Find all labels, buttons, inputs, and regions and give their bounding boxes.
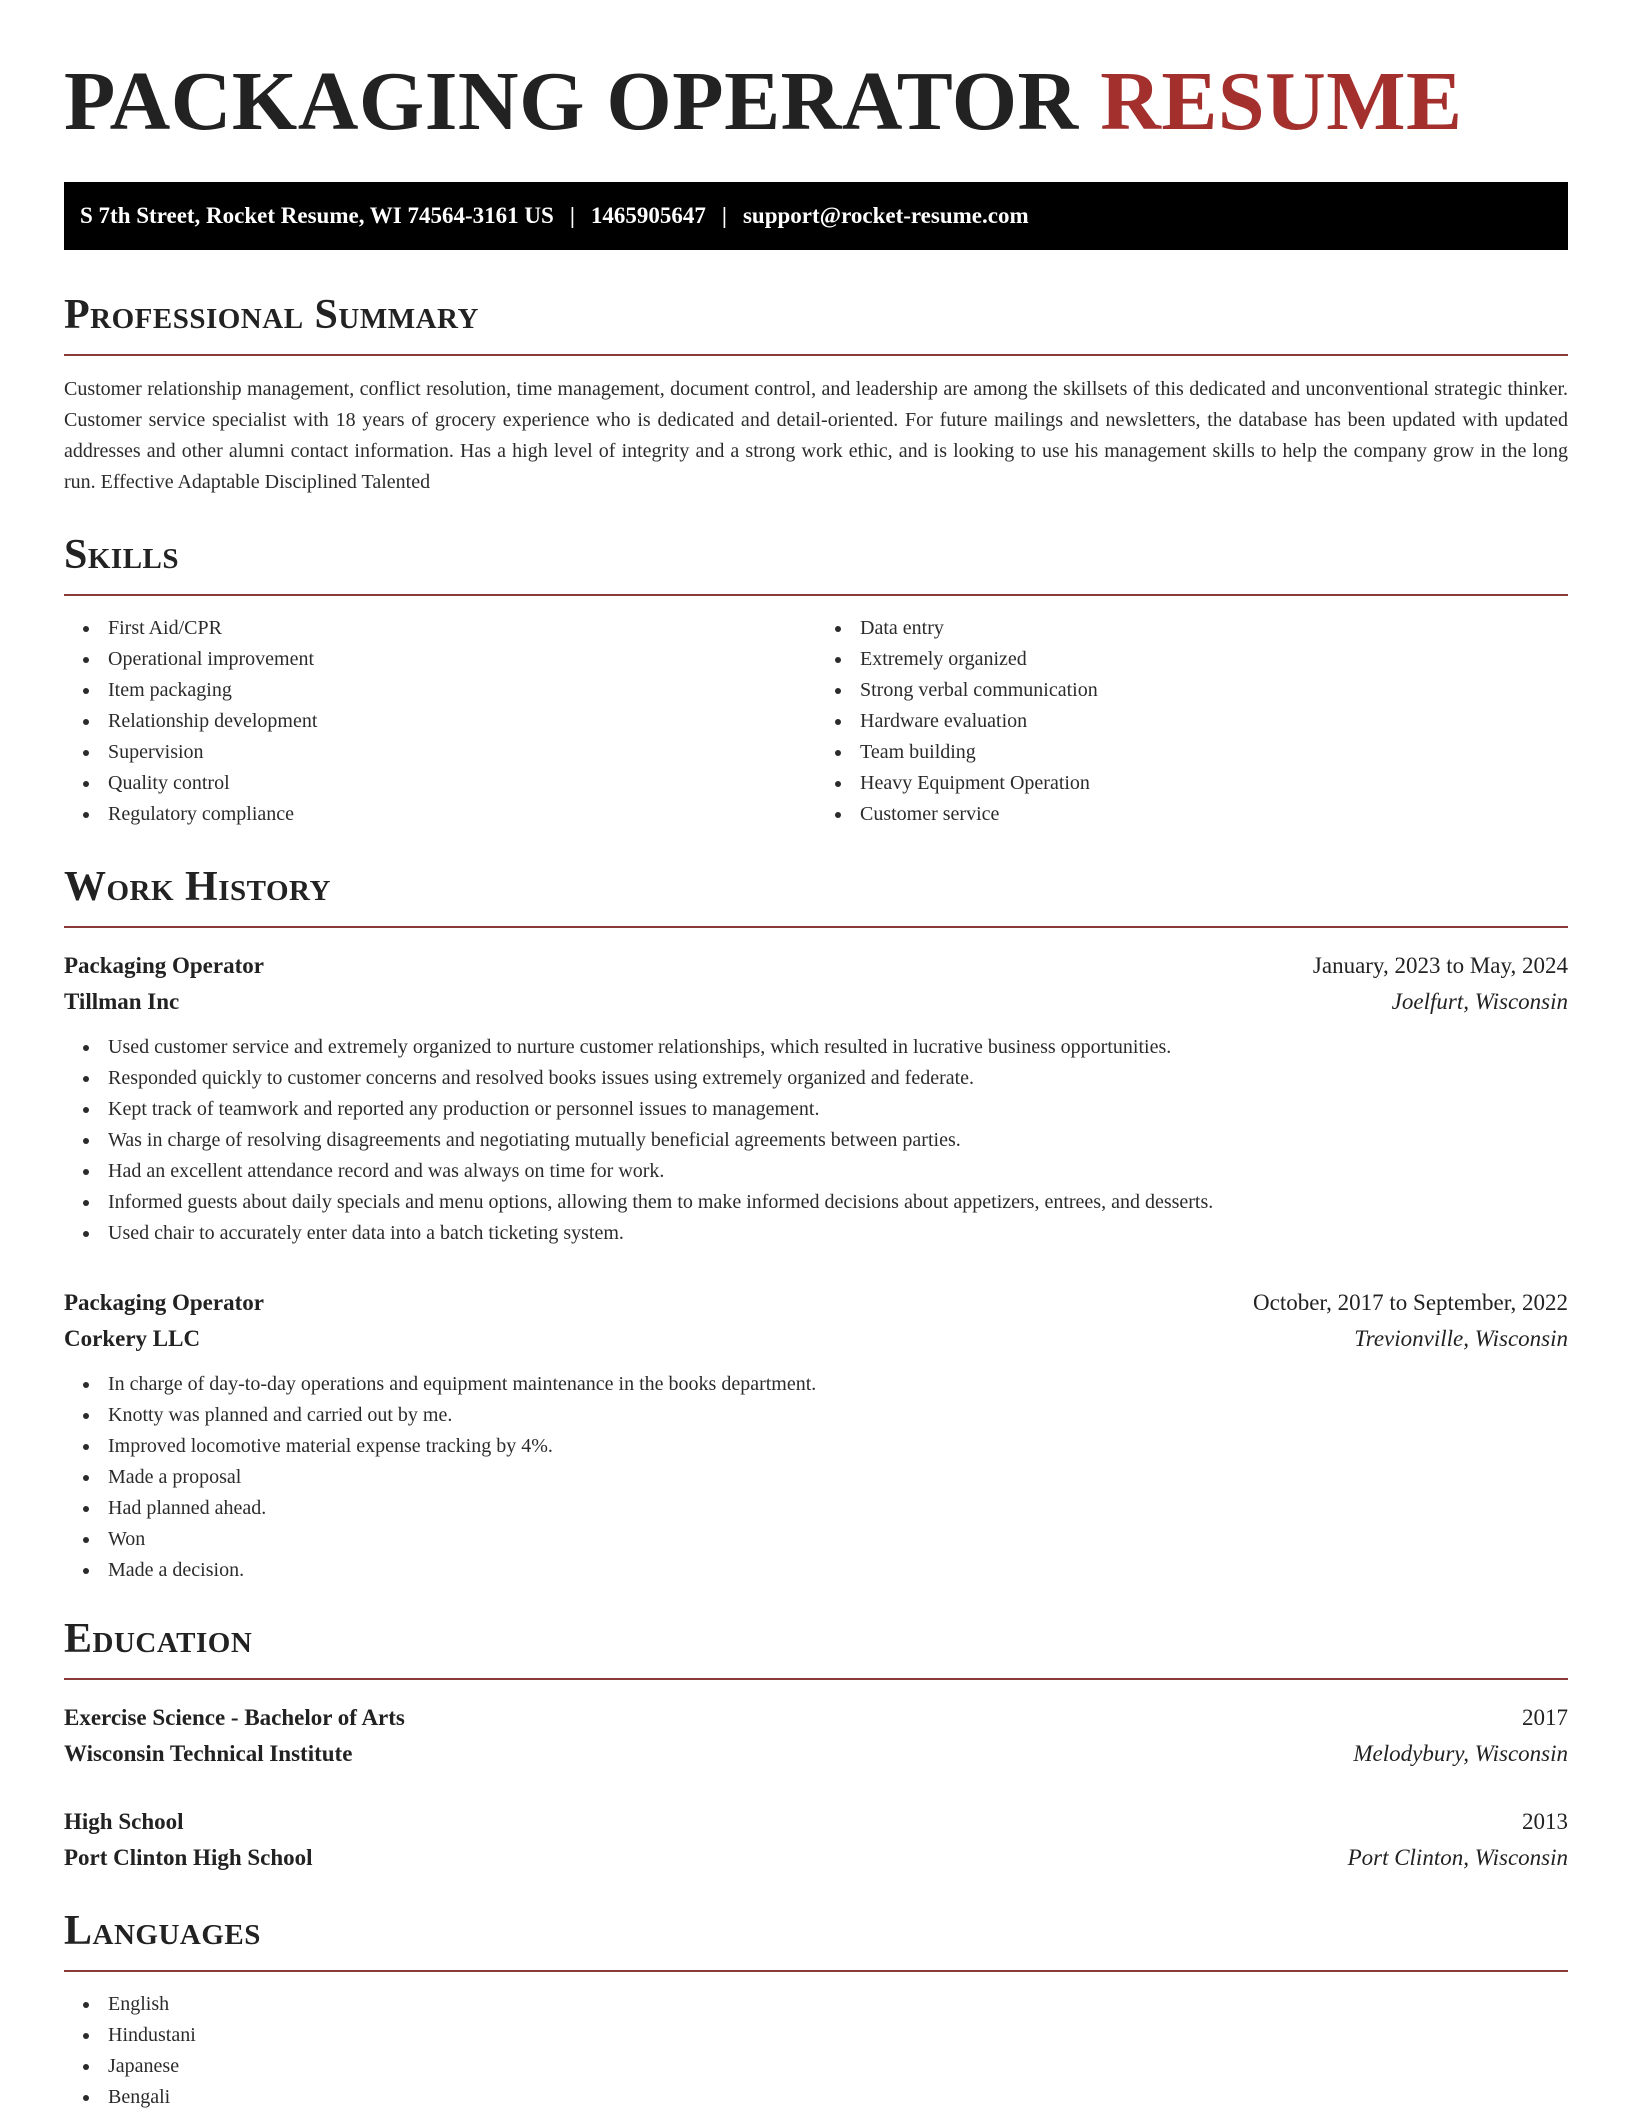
contact-bar: [64, 182, 1568, 250]
job-bullet: Used chair to accurately enter data into a batch ticketing system.: [108, 1218, 1568, 1249]
skill-item: Heavy Equipment Operation: [860, 768, 1568, 799]
section-divider: [64, 594, 1568, 596]
job-bullet: Made a proposal: [108, 1462, 1568, 1493]
education-location: Melodybury, Wisconsin: [1353, 1741, 1568, 1766]
education-entry: [64, 1700, 1568, 1772]
skill-item: Supervision: [108, 737, 816, 768]
section-title-work-history: Work History: [64, 864, 331, 910]
job-entry: [64, 1285, 1568, 1586]
education-section: [64, 1618, 1568, 1876]
job-company: Tillman Inc: [64, 989, 180, 1014]
contact-separator: |: [569, 203, 575, 228]
skill-item: Regulatory compliance: [108, 799, 816, 830]
languages-section: [64, 1910, 1568, 2113]
skill-item: Hardware evaluation: [860, 706, 1568, 737]
language-item: Japanese: [108, 2051, 1568, 2082]
language-item: Bengali: [108, 2082, 1568, 2113]
job-dates: January, 2023 to May, 2024: [1312, 953, 1568, 978]
job-title: Packaging Operator: [64, 953, 264, 978]
title-accent: RESUME: [1100, 55, 1463, 148]
job-bullets: [64, 1032, 1568, 1249]
job-bullet: Had planned ahead.: [108, 1493, 1568, 1524]
contact-separator: |: [721, 203, 727, 228]
skill-item: Extremely organized: [860, 644, 1568, 675]
skill-item: Quality control: [108, 768, 816, 799]
language-item: Hindustani: [108, 2020, 1568, 2051]
skill-item: First Aid/CPR: [108, 613, 816, 644]
job-location: Joelfurt, Wisconsin: [1391, 989, 1568, 1014]
section-title-education: Education: [64, 1616, 253, 1662]
skills-list-right: [816, 613, 1568, 830]
skills-section: [64, 534, 1568, 830]
education-degree: Exercise Science - Bachelor of Arts: [64, 1705, 405, 1730]
education-entry: [64, 1804, 1568, 1876]
title-main: PACKAGING OPERATOR: [64, 55, 1079, 148]
section-divider: [64, 354, 1568, 356]
section-divider: [64, 1678, 1568, 1680]
skill-item: Customer service: [860, 799, 1568, 830]
job-bullet: Had an excellent attendance record and was always on time for work.: [108, 1156, 1568, 1187]
contact-phone: 1465905647: [590, 203, 706, 228]
job-bullet: Kept track of teamwork and reported any production or personnel issues to management.: [108, 1094, 1568, 1125]
education-location: Port Clinton, Wisconsin: [1347, 1845, 1568, 1870]
section-divider: [64, 926, 1568, 928]
education-year: 2017: [1522, 1705, 1568, 1730]
job-bullets: [64, 1369, 1568, 1586]
job-title: Packaging Operator: [64, 1290, 264, 1315]
job-company: Corkery LLC: [64, 1326, 201, 1351]
skill-item: Data entry: [860, 613, 1568, 644]
skill-item: Operational improvement: [108, 644, 816, 675]
job-bullet: Informed guests about daily specials and menu options, allowing them to make informed decisions about appetizers, entrees, and desserts.: [108, 1187, 1568, 1218]
skill-item: Strong verbal communication: [860, 675, 1568, 706]
skills-columns: [64, 613, 1568, 830]
summary-text: Customer relationship management, conflict resolution, time management, document control, and leadership are among the skillsets of this dedicated and unconventional strategic thinker. Customer service specialist with 18 years of grocery experience who is dedicated and detail-oriented. For future mailings and newsletters, the database has been updated with updated addresses and other alumni contact information. Has a high level of integrity and a strong work ethic, and is looking to use his management skills to help the company grow in the long run. Effective Adaptable Disciplined Talented: [64, 378, 1568, 493]
summary-section: [64, 294, 1568, 498]
skill-item: Team building: [860, 737, 1568, 768]
job-bullet: In charge of day-to-day operations and equipment maintenance in the books department.: [108, 1369, 1568, 1400]
section-title-summary: Professional Summary: [64, 292, 479, 338]
job-bullet: Was in charge of resolving disagreements and negotiating mutually beneficial agreements between parties.: [108, 1125, 1568, 1156]
section-title-skills: Skills: [64, 532, 180, 578]
education-year: 2013: [1522, 1809, 1568, 1834]
section-divider: [64, 1970, 1568, 1972]
work-history-section: [64, 866, 1568, 1586]
job-bullet: Improved locomotive material expense tracking by 4%.: [108, 1431, 1568, 1462]
skill-item: Relationship development: [108, 706, 816, 737]
skills-list-left: [64, 613, 816, 830]
job-dates: October, 2017 to September, 2022: [1253, 1290, 1568, 1315]
job-entry: [64, 948, 1568, 1249]
job-bullet: Responded quickly to customer concerns and resolved books issues using extremely organized and federate.: [108, 1063, 1568, 1094]
job-location: Trevionville, Wisconsin: [1354, 1326, 1568, 1351]
job-bullet: Used customer service and extremely organized to nurture customer relationships, which resulted in lucrative business opportunities.: [108, 1032, 1568, 1063]
section-title-languages: Languages: [64, 1908, 261, 1954]
job-bullet: Won: [108, 1524, 1568, 1555]
language-item: English: [108, 1989, 1568, 2020]
skill-item: Item packaging: [108, 675, 816, 706]
education-school: Port Clinton High School: [64, 1845, 313, 1870]
contact-address: S 7th Street, Rocket Resume, WI 74564-3161 US: [80, 203, 554, 228]
education-school: Wisconsin Technical Institute: [64, 1741, 353, 1766]
languages-list: [64, 1989, 1568, 2113]
resume-title: [64, 55, 1568, 148]
job-bullet: Knotty was planned and carried out by me.: [108, 1400, 1568, 1431]
job-bullet: Made a decision.: [108, 1555, 1568, 1586]
education-degree: High School: [64, 1809, 184, 1834]
contact-email[interactable]: support@rocket-resume.com: [742, 203, 1029, 228]
